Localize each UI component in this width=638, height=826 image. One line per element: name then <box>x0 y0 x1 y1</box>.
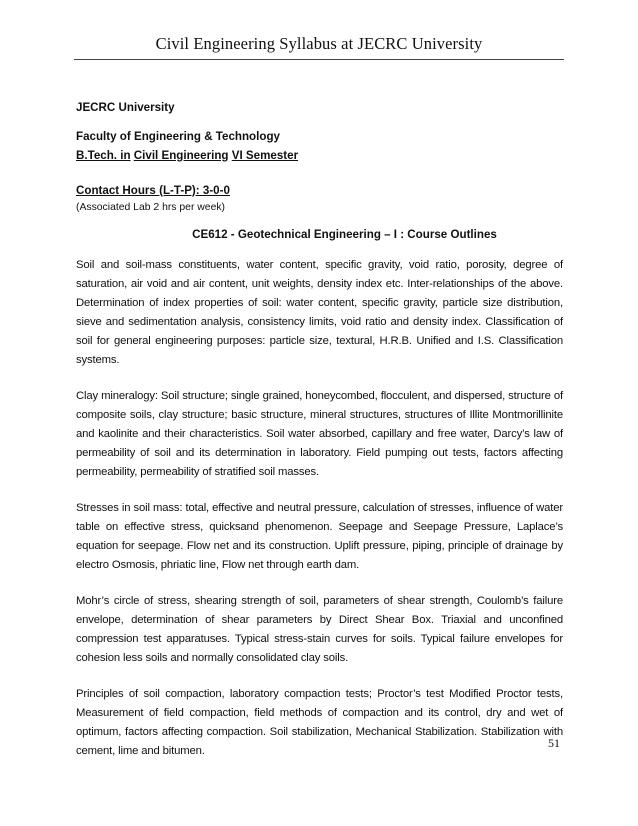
program-line <box>76 146 563 165</box>
semester: VI Semester <box>231 149 299 162</box>
university-name: JECRC University <box>76 101 175 114</box>
running-header-title: Civil Engineering Syllabus at JECRC University <box>155 34 483 53</box>
program-name: Civil Engineering <box>133 149 229 162</box>
outline-paragraph-2: Clay mineralogy: Soil structure; single grained, honeycombed, flocculent, and dispersed, structure of composite soils, clay structure; basic structure, mineral structures, structures of Illite Montmorillinite and kaolinite and their characteristics. Soil water absorbed, capillary and free water, Darcy’s law of permeability of soil and its determination in laboratory. Field pumping out tests, factors affecting permeability, permeability of stratified soil masses. <box>76 390 563 478</box>
outline-paragraph-1: Soil and soil-mass constituents, water content, specific gravity, void ratio, porosity, degree of saturation, air void and air content, unit weights, density index etc. Inter-relationships of the above. Determination of index properties of soil: water content, specific gravity, particle size distribution, sieve and sedimentation analysis, consistency limits, void ratio and density index. Classification of soil for general engineering purposes: particle size, textural, H.R.B. Unified and I.S. Classification systems. <box>76 259 563 366</box>
faculty-name: Faculty of Engineering & Technology <box>76 130 280 143</box>
course-title: CE612 - Geotechnical Engineering – I : Course Outlines <box>192 228 497 241</box>
header-rule <box>74 59 564 60</box>
page-number: 51 <box>548 736 560 750</box>
page-content <box>76 98 563 778</box>
lab-note: (Associated Lab 2 hrs per week) <box>76 202 226 213</box>
contact-hours: Contact Hours (L-T-P): 3-0-0 <box>76 184 230 197</box>
outline-paragraph-5: Principles of soil compaction, laboratory compaction tests; Proctor’s test Modified Proctor tests, Measurement of field compaction, field methods of compaction and its control, dry and wet of optimum, factors affecting compaction. Soil stabilization, Mechanical Stabilization. Stabilization with cement, lime and bitumen. <box>76 688 563 757</box>
program-prefix: B.Tech. in <box>76 149 131 162</box>
outline-paragraph-3: Stresses in soil mass: total, effective and neutral pressure, calculation of stresses, influence of water table on effective stress, quicksand phenomenon. Seepage and Seepage Pressure, Laplace’s equation for seepage. Flow net and its construction. Uplift pressure, piping, principle of drainage by electro Osmosis, phriatic line, Flow net through earth dam. <box>76 502 563 571</box>
outline-paragraph-4: Mohr’s circle of stress, shearing strength of soil, parameters of shear strength, Coulomb’s failure envelope, determination of shear parameters by Direct Shear Box. Triaxial and unconfined compression test apparatuses. Typical stress-stain curves for soils. Typical failure envelopes for cohesion less soils and normally consolidated clay soils. <box>76 595 563 664</box>
